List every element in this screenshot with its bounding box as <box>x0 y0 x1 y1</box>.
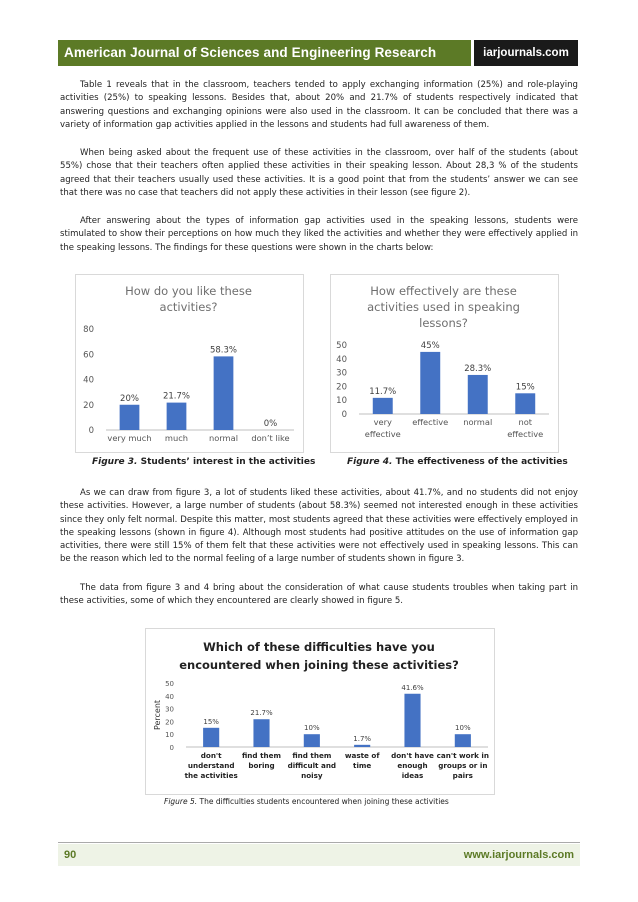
y-tick-label: 20 <box>336 382 347 393</box>
y-tick-label: 0 <box>88 426 94 436</box>
bar <box>468 375 488 414</box>
journal-title: American Journal of Sciences and Engineering Research <box>58 40 471 66</box>
y-tick-label: 40 <box>165 692 174 701</box>
chart-svg <box>76 275 301 450</box>
figure-3-caption: Figure 3. Students’ interest in the activities <box>92 457 316 467</box>
bar <box>120 405 140 430</box>
y-tick-label: 50 <box>336 341 347 351</box>
bar <box>253 719 269 747</box>
x-tick-label: ideas <box>401 771 424 780</box>
x-tick-label: find them <box>292 751 332 760</box>
journal-site[interactable]: iarjournals.com <box>474 40 578 66</box>
chart-title: Which of these difficulties have you <box>203 640 435 654</box>
paragraph-4: As we can draw from figure 3, a lot of students liked these activities, about 41.7%, and no students did not enjoy these activities. However, a large number of students (about 58.3%) seemed not interested enough in these activities since they only felt normal. Despite this matter, most students agreed that these activities were effectively employed in the speaking lessons (shown in figure 4). Although most students had positive attitudes on the use of information gap activities, there were still 15% of them felt that these activities were not effectively used in speaking lessons. This can be the reason which led to the normal feeling of a large number of students shown in figure 3. <box>60 488 578 565</box>
paragraph-2: When being asked about the frequent use of these activities in the classroom, over half of the students (about 55%) chose that their teachers often applied these activities in their speaking lesson. About 28,3 % of the students agreed that their teachers usually used these activities. It is a good point that from the students’ answer we can see that there was no case that teachers did not apply these activities in their lesson (see figure 2). <box>60 148 578 198</box>
x-tick-label: very much <box>107 433 152 443</box>
figure-4-caption: Figure 4. The effectiveness of the activities <box>347 457 568 467</box>
x-tick-label: difficult and <box>287 761 337 770</box>
data-label: 15% <box>515 382 535 393</box>
figure-5-caption: Figure 5. The difficulties students encountered when joining these activities <box>164 797 449 806</box>
x-tick-label: find them <box>241 751 282 760</box>
footer-url[interactable]: www.iarjournals.com <box>463 849 574 861</box>
bar <box>515 393 535 414</box>
data-label: 21.7% <box>162 391 191 402</box>
x-tick-label: enough <box>397 761 428 770</box>
data-label: 21.7% <box>250 709 273 718</box>
page-number: 90 <box>64 849 77 861</box>
bar <box>214 356 234 430</box>
x-tick-label: understand <box>187 761 235 770</box>
x-tick-label: effective <box>412 417 449 427</box>
chart-title: encountered when joining these activities? <box>179 658 459 672</box>
figure-4-chart <box>330 274 559 453</box>
figure-5-chart <box>145 628 495 795</box>
data-label: 15% <box>203 717 219 726</box>
bar <box>203 728 219 747</box>
journal-header <box>58 40 578 66</box>
bar <box>167 403 187 430</box>
x-tick-label: don't <box>200 751 222 760</box>
chart-svg <box>331 275 556 450</box>
x-tick-label: normal <box>463 417 493 427</box>
x-tick-label: not <box>518 417 533 427</box>
y-tick-label: 30 <box>336 368 347 379</box>
y-tick-label: 60 <box>83 350 94 361</box>
x-tick-label: very <box>373 417 392 427</box>
figure-3-chart <box>75 274 304 453</box>
y-tick-label: 40 <box>336 354 347 365</box>
x-tick-label: pairs <box>452 771 473 780</box>
bar <box>304 734 320 747</box>
chart-title: How effectively are these <box>370 284 517 298</box>
y-tick-label: 0 <box>341 410 347 420</box>
x-tick-label: waste of <box>344 751 380 760</box>
data-label: 11.7% <box>369 386 397 397</box>
data-label: 58.3% <box>209 345 238 356</box>
y-tick-label: 10 <box>165 731 174 740</box>
bar <box>373 398 393 414</box>
x-tick-label: much <box>164 433 189 443</box>
bar <box>354 745 370 747</box>
data-label: 10% <box>455 724 471 733</box>
y-tick-label: 20 <box>165 718 174 727</box>
footer-divider <box>58 842 580 843</box>
paragraph-5: The data from figure 3 and 4 bring about the consideration of what cause students troubles when taking part in these activities, some of which they encountered are clearly showed in figure 5. <box>60 583 578 607</box>
y-tick-label: 20 <box>83 400 94 411</box>
paragraph-3: After answering about the types of information gap activities used in the speaking lessons, students were stimulated to show their perceptions on how much they liked the activities and whether they were effectively applied in the speaking lessons. The findings for these questions were shown in the charts below: <box>60 216 578 253</box>
chart-title: activities used in speaking <box>367 300 520 314</box>
data-label: 41.6% <box>401 683 424 692</box>
chart-title: activities? <box>159 300 218 314</box>
bar <box>404 694 420 747</box>
data-label: 45% <box>420 340 440 351</box>
data-label: 10% <box>304 724 320 733</box>
x-tick-label: groups or in <box>438 761 488 770</box>
x-tick-label: boring <box>248 761 275 770</box>
chart-title: lessons? <box>419 316 468 330</box>
y-tick-label: 40 <box>83 375 94 386</box>
x-tick-label: can't work in <box>436 751 490 760</box>
x-tick-label: don’t like <box>251 433 290 443</box>
page-footer <box>58 844 580 866</box>
bar <box>455 734 471 747</box>
x-tick-label: don't have <box>391 751 434 760</box>
data-label: 0% <box>263 419 278 429</box>
x-tick-label: the activities <box>184 771 238 780</box>
data-label: 1.7% <box>353 734 372 743</box>
x-tick-label: noisy <box>301 771 323 780</box>
chart-title: How do you like these <box>125 284 252 298</box>
data-label: 28.3% <box>464 363 492 374</box>
x-tick-label: time <box>353 761 372 770</box>
paragraph-1: Table 1 reveals that in the classroom, teachers tended to apply exchanging information (25%) and role-playing activities (25%) to speaking lessons. Besides that, about 20% and 21.7% of students respectively indicated that answering questions and exchanging opinions were also used in the classroom. It can be concluded that there was a variety of information gap activities applied in the lessons and students had full awareness of them. <box>60 80 578 130</box>
y-tick-label: 0 <box>169 744 174 752</box>
x-tick-label: normal <box>208 433 239 443</box>
data-label: 20% <box>120 393 139 404</box>
y-tick-label: 80 <box>83 325 94 335</box>
y-tick-label: 30 <box>165 705 174 714</box>
bar <box>420 352 440 414</box>
chart-svg <box>146 629 492 792</box>
y-tick-label: 10 <box>336 396 347 407</box>
x-tick-label: effective <box>507 429 544 439</box>
y-tick-label: 50 <box>165 680 174 688</box>
y-axis-label: Percent <box>153 699 162 731</box>
x-tick-label: effective <box>364 429 401 439</box>
